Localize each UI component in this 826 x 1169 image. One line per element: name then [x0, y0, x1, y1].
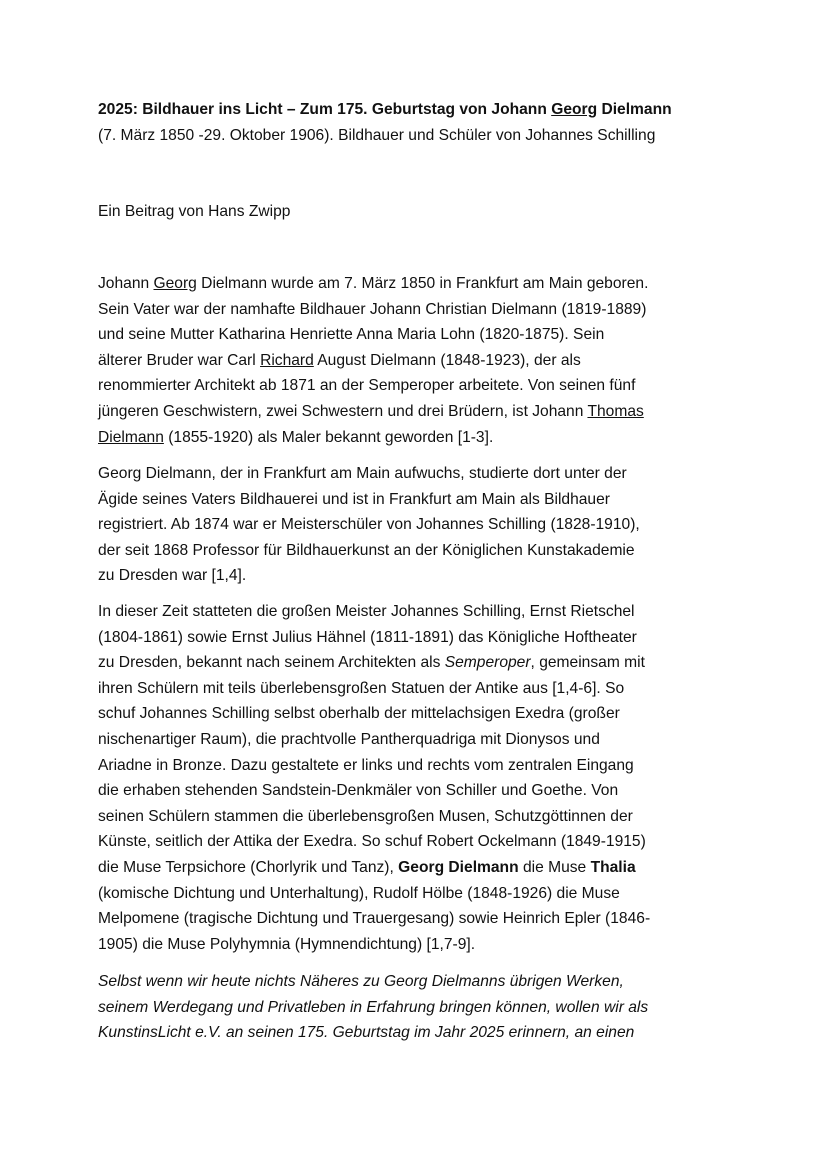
p3-line: Ariadne in Bronze. Dazu gestaltete er links und rechts vom zentralen Eingang [98, 756, 634, 774]
p3-line: ihren Schülern mit teils überlebensgroßen Statuen der Antike aus [1,4-6]. So [98, 679, 625, 697]
p1-line [98, 271, 738, 297]
title-bold-b: Dielmann [597, 101, 672, 118]
p3-l11-c: die Muse [518, 858, 591, 876]
title-bold-a: 2025: Bildhauer ins Licht – Zum 175. Geburtstag von Johann [98, 101, 552, 118]
paragraph-1 [98, 271, 738, 450]
p2-line: zu Dresden war [1,4]. [98, 567, 247, 585]
author-line [98, 199, 738, 225]
p1-l7-b: (1855-1920) als Maler bekannt geworden [1-3]. [163, 428, 494, 446]
document-title [98, 97, 738, 148]
p3-l3-b: , gemeinsam mit [530, 654, 645, 672]
p1-l7-dielmann: Dielmann [98, 428, 164, 446]
p1-line: und seine Mutter Katharina Henriette Anna Maria Lohn (1820-1875). Sein [98, 326, 605, 344]
p1-l1-b: Dielmann wurde am 7. März 1850 in Frankfurt am Main geboren. [196, 275, 649, 292]
author-text: Ein Beitrag von Hans Zwipp [98, 203, 291, 220]
p3-line: Künste, seitlich der Attika der Exedra. So schuf Robert Ockelmann (1849-1915) [98, 833, 646, 851]
title-line-1 [98, 97, 738, 123]
p3-line: die erhaben stehenden Sandstein-Denkmäler von Schiller und Goethe. Von [98, 782, 619, 800]
title-georg-underlined: Georg [551, 101, 598, 118]
p3-line [98, 855, 738, 881]
p1-line [98, 425, 738, 451]
p3-line: schuf Johannes Schilling selbst oberhalb der mittelachsigen Exedra (großer [98, 705, 620, 723]
p1-l4-a: älterer Bruder war Carl [98, 351, 261, 369]
p3-line: (1804-1861) sowie Ernst Julius Hähnel (1811-1891) das Königliche Hoftheater [98, 628, 637, 646]
p4-line: seinem Werdegang und Privatleben in Erfahrung bringen können, wollen wir als [98, 998, 649, 1016]
p3-line: In dieser Zeit statteten die großen Meister Johannes Schilling, Ernst Rietschel [98, 603, 635, 620]
p2-line: der seit 1868 Professor für Bildhauerkunst an der Königlichen Kunstakademie [98, 541, 635, 559]
paragraph-2 [98, 461, 738, 589]
p2-line: Georg Dielmann, der in Frankfurt am Main aufwuchs, studierte dort unter der [98, 465, 627, 482]
p2-line: registriert. Ab 1874 war er Meisterschüler von Johannes Schilling (1828-1910), [98, 516, 640, 534]
p3-l3-a: zu Dresden, bekannt nach seinem Architekten als [98, 654, 445, 672]
p3-line: Melpomene (tragische Dichtung und Trauergesang) sowie Heinrich Epler (1846- [98, 910, 651, 928]
p1-l6-a: jüngeren Geschwistern, zwei Schwestern und drei Brüdern, ist Johann [98, 402, 588, 420]
p3-line: (komische Dichtung und Unterhaltung), Rudolf Hölbe (1848-1926) die Muse [98, 884, 620, 902]
title-line-2: (7. März 1850 -29. Oktober 1906). Bildhauer und Schüler von Johannes Schilling [98, 126, 656, 144]
p1-l1-a: Johann [98, 275, 154, 292]
p1-l4-richard: Richard [260, 351, 314, 369]
p1-l1-georg: Georg [153, 275, 197, 292]
p1-line: renommierter Architekt ab 1871 an der Semperoper arbeitete. Von seinen fünf [98, 377, 636, 395]
p3-l11-thalia: Thalia [590, 858, 636, 876]
p3-l11-a: die Muse Terpsichore (Chorlyrik und Tanz), [98, 858, 399, 876]
p1-line: Sein Vater war der namhafte Bildhauer Johann Christian Dielmann (1819-1889) [98, 300, 647, 318]
p3-line: 1905) die Muse Polyhymnia (Hymnendichtung) [1,7-9]. [98, 935, 476, 953]
p1-l4-b: August Dielmann (1848-1923), der als [313, 351, 581, 369]
p2-line: Ägide seines Vaters Bildhauerei und ist in Frankfurt am Main als Bildhauer [98, 490, 610, 508]
p4-line: Selbst wenn wir heute nichts Näheres zu Georg Dielmanns übrigen Werken, [98, 973, 624, 990]
p1-line [98, 348, 738, 374]
p1-line [98, 399, 738, 425]
p3-l11-georg-dielmann: Georg Dielmann [398, 858, 519, 876]
p3-line: seinen Schülern stammen die überlebensgroßen Musen, Schutzgöttinnen der [98, 807, 633, 825]
paragraph-3 [98, 599, 738, 957]
p1-l6-thomas: Thomas [587, 402, 644, 420]
paragraph-4-italic [98, 969, 738, 1046]
p3-line [98, 650, 738, 676]
p3-l3-semperoper: Semperoper [444, 654, 531, 672]
p4-line: KunstinsLicht e.V. an seinen 175. Geburtstag im Jahr 2025 erinnern, an einen [98, 1024, 635, 1042]
p3-line: nischenartiger Raum), die prachtvolle Pantherquadriga mit Dionysos und [98, 730, 600, 748]
